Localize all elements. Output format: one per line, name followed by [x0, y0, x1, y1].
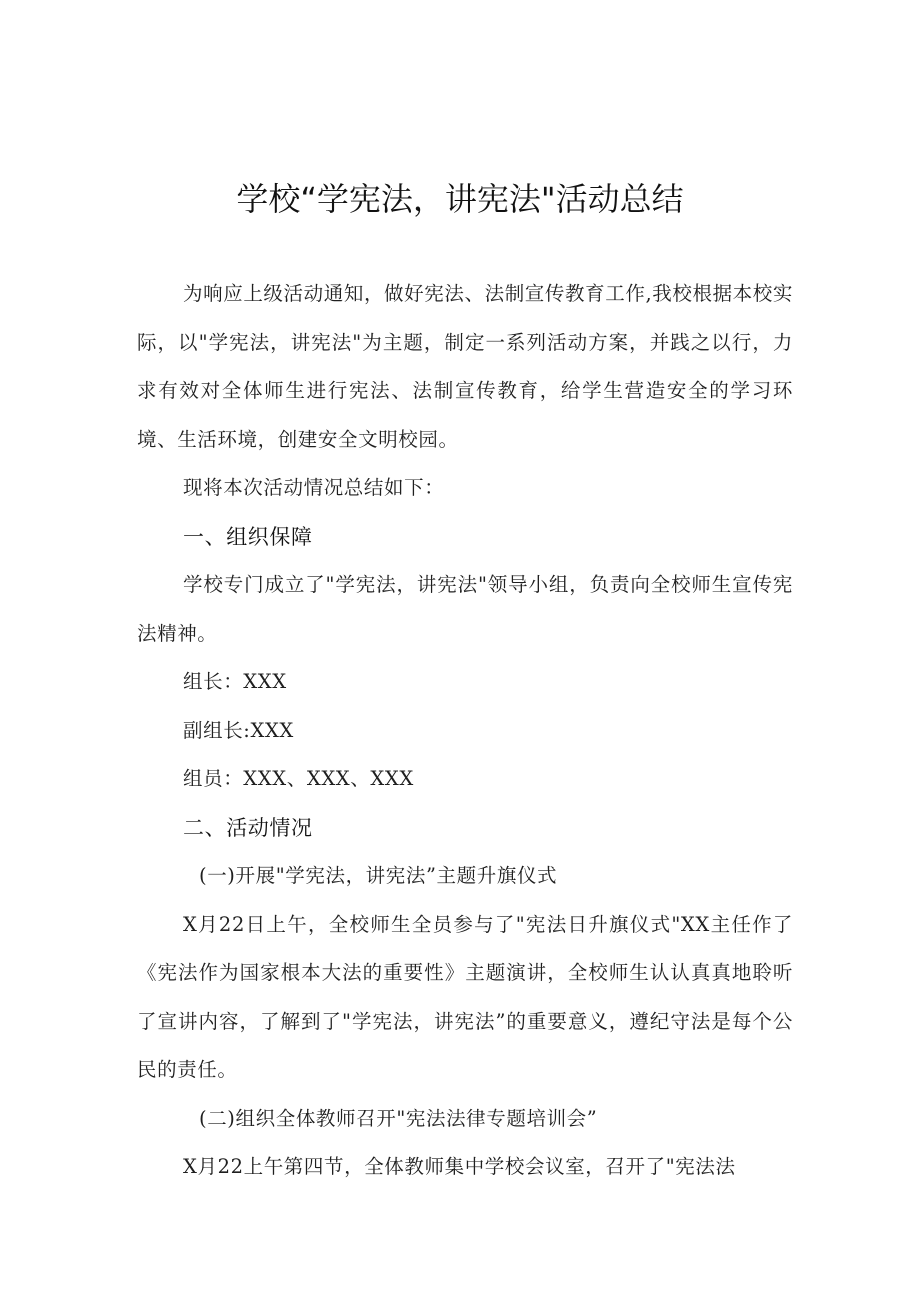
members-line: 组员：XXX、XXX、XXX [183, 767, 414, 790]
intro-paragraph: 为响应上级活动通知，做好宪法、法制宣传教育工作,我校根据本校实际，以"学宪法，讲宪法"为主题，制定一系列活动方案，并践之以行，力求有效对全体师生进行宪法、法制宣传教育，给学生营造安全的学习环境、生活环境，创建安全文明校园。 [137, 282, 793, 451]
organization-paragraph: 学校专门成立了"学宪法，讲宪法"领导小组，负责向全校师生宣传宪法精神。 [137, 573, 793, 645]
summary-lead-paragraph: 现将本次活动情况总结如下： [183, 476, 445, 499]
document-body [137, 270, 793, 1192]
vice-leader-line: 副组长:XXX [183, 718, 294, 742]
flag-ceremony-paragraph: X月22日上午，全校师生全员参与了"宪法日升旗仪式"XX主任作了《宪法作为国家根本大法的重要性》主题演讲，全校师生认认真真地聆听了宣讲内容，了解到了"学宪法，讲宪法”的重要意义，遵纪守法是每个公民的责任。 [137, 912, 793, 1081]
section-heading-activities: 二、活动情况 [183, 815, 313, 840]
section-heading-organization: 一、组织保障 [183, 524, 313, 549]
subsection-heading-teacher-training: (二)组织全体教师召开"宪法法律专题培训会” [199, 1106, 598, 1130]
leader-line: 组长：XXX [183, 670, 287, 693]
document-title: 学校“学宪法，讲宪法"活动总结 [236, 180, 684, 218]
subsection-heading-flag-ceremony: (一)开展"学宪法，讲宪法”主题升旗仪式 [199, 864, 558, 887]
teacher-training-paragraph: X月22上午第四节，全体教师集中学校会议室，召开了"宪法法 [183, 1155, 736, 1178]
